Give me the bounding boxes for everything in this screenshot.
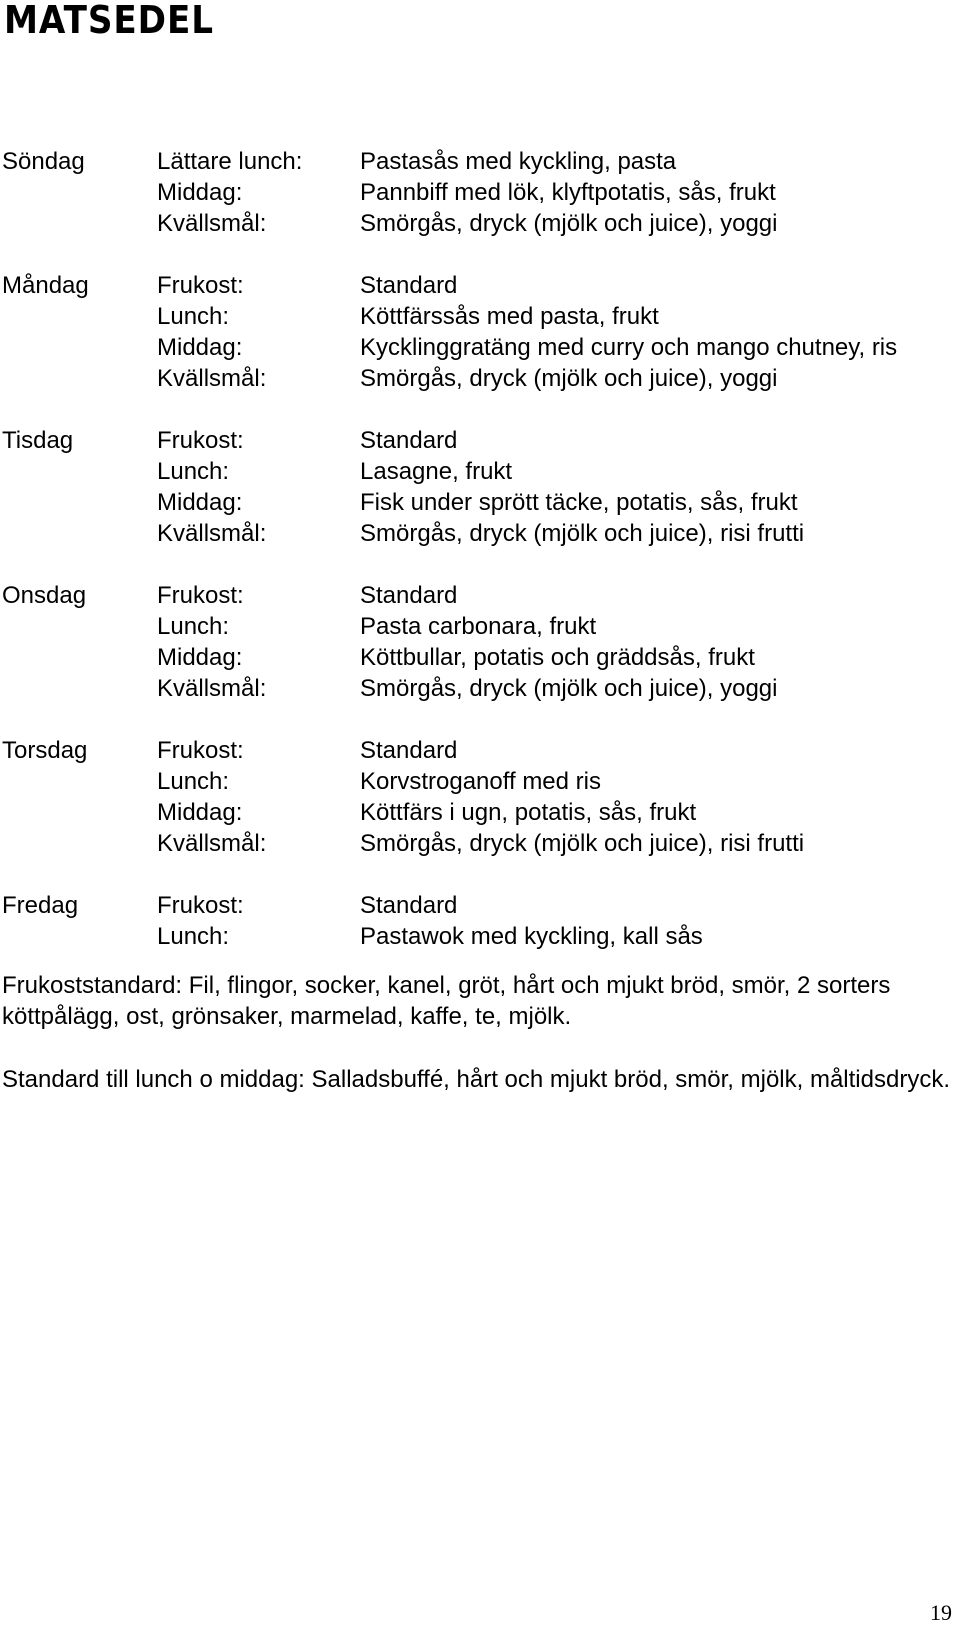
meal-description: Smörgås, dryck (mjölk och juice), risi frutti	[360, 830, 805, 857]
weekly-menu	[0, 146, 960, 983]
meal-description: Fisk under sprött täcke, potatis, sås, frukt	[360, 489, 798, 516]
meal-label: Middag:	[157, 334, 243, 361]
meal-label: Middag:	[157, 489, 243, 516]
meal-row	[0, 177, 960, 208]
menu-day	[0, 425, 960, 549]
meal-label: Lättare lunch:	[157, 148, 303, 175]
meal-row	[0, 766, 960, 797]
meal-label: Frukost:	[157, 427, 244, 454]
menu-day	[0, 580, 960, 704]
meal-row	[0, 673, 960, 704]
meal-label: Lunch:	[157, 613, 230, 640]
meal-row	[0, 208, 960, 239]
meal-row	[0, 735, 960, 766]
meal-description: Smörgås, dryck (mjölk och juice), yoggi	[360, 675, 778, 702]
meal-description: Köttfärs i ugn, potatis, sås, frukt	[360, 799, 697, 826]
menu-day	[0, 270, 960, 394]
day-name: Onsdag	[2, 582, 87, 609]
meal-description: Kycklinggratäng med curry och mango chutney, ris	[360, 334, 898, 361]
meal-row	[0, 270, 960, 301]
meal-label: Kvällsmål:	[157, 830, 267, 857]
meal-description: Standard	[360, 272, 458, 299]
meal-label: Frukost:	[157, 272, 244, 299]
meal-row	[0, 921, 960, 952]
menu-day	[0, 735, 960, 859]
meal-row	[0, 797, 960, 828]
meal-row	[0, 611, 960, 642]
meal-description: Pastawok med kyckling, kall sås	[360, 923, 703, 950]
meal-label: Lunch:	[157, 303, 230, 330]
meal-description: Korvstroganoff med ris	[360, 768, 601, 795]
meal-row	[0, 456, 960, 487]
meal-description: Pastasås med kyckling, pasta	[360, 148, 677, 175]
menu-day	[0, 146, 960, 239]
day-name: Fredag	[2, 892, 79, 919]
meal-description: Smörgås, dryck (mjölk och juice), yoggi	[360, 210, 778, 237]
meal-description: Standard	[360, 892, 458, 919]
page-number: 19	[930, 1600, 952, 1625]
meal-description: Standard	[360, 582, 458, 609]
meal-label: Lunch:	[157, 458, 230, 485]
day-name: Måndag	[2, 272, 89, 299]
meal-description: Standard	[360, 427, 458, 454]
meal-row	[0, 890, 960, 921]
day-name: Söndag	[2, 148, 85, 175]
lunch-dinner-standard-note: Standard till lunch o middag: Salladsbuffé, hårt och mjukt bröd, smör, mjölk, måltidsdryck.	[2, 1066, 950, 1093]
meal-description: Smörgås, dryck (mjölk och juice), yoggi	[360, 365, 778, 392]
meal-label: Middag:	[157, 799, 243, 826]
meal-description: Smörgås, dryck (mjölk och juice), risi frutti	[360, 520, 805, 547]
meal-label: Kvällsmål:	[157, 210, 267, 237]
meal-row	[0, 363, 960, 394]
meal-label: Middag:	[157, 644, 243, 671]
meal-description: Pasta carbonara, frukt	[360, 613, 597, 640]
meal-row	[0, 425, 960, 456]
meal-row	[0, 642, 960, 673]
meal-label: Kvällsmål:	[157, 365, 267, 392]
meal-row	[0, 580, 960, 611]
meal-label: Frukost:	[157, 582, 244, 609]
meal-label: Lunch:	[157, 768, 230, 795]
meal-label: Kvällsmål:	[157, 520, 267, 547]
day-name: Torsdag	[2, 737, 88, 764]
meal-description: Pannbiff med lök, klyftpotatis, sås, frukt	[360, 179, 776, 206]
meal-label: Kvällsmål:	[157, 675, 267, 702]
page-title: MATSEDEL	[4, 0, 214, 42]
meal-row	[0, 146, 960, 177]
meal-label: Lunch:	[157, 923, 230, 950]
meal-label: Frukost:	[157, 737, 244, 764]
day-name: Tisdag	[2, 427, 74, 454]
menu-day	[0, 890, 960, 952]
meal-row	[0, 487, 960, 518]
meal-row	[0, 518, 960, 549]
meal-row	[0, 828, 960, 859]
meal-description: Köttfärssås med pasta, frukt	[360, 303, 659, 330]
meal-description: Köttbullar, potatis och gräddsås, frukt	[360, 644, 755, 671]
meal-row	[0, 301, 960, 332]
breakfast-standard-note: Frukoststandard: Fil, flingor, socker, kanel, gröt, hårt och mjukt bröd, smör, 2 sorters köttpålägg, ost, grönsaker, marmelad, kaffe, te, mjölk.	[2, 972, 891, 1030]
meal-row	[0, 332, 960, 363]
meal-label: Middag:	[157, 179, 243, 206]
meal-description: Lasagne, frukt	[360, 458, 513, 485]
meal-description: Standard	[360, 737, 458, 764]
meal-label: Frukost:	[157, 892, 244, 919]
